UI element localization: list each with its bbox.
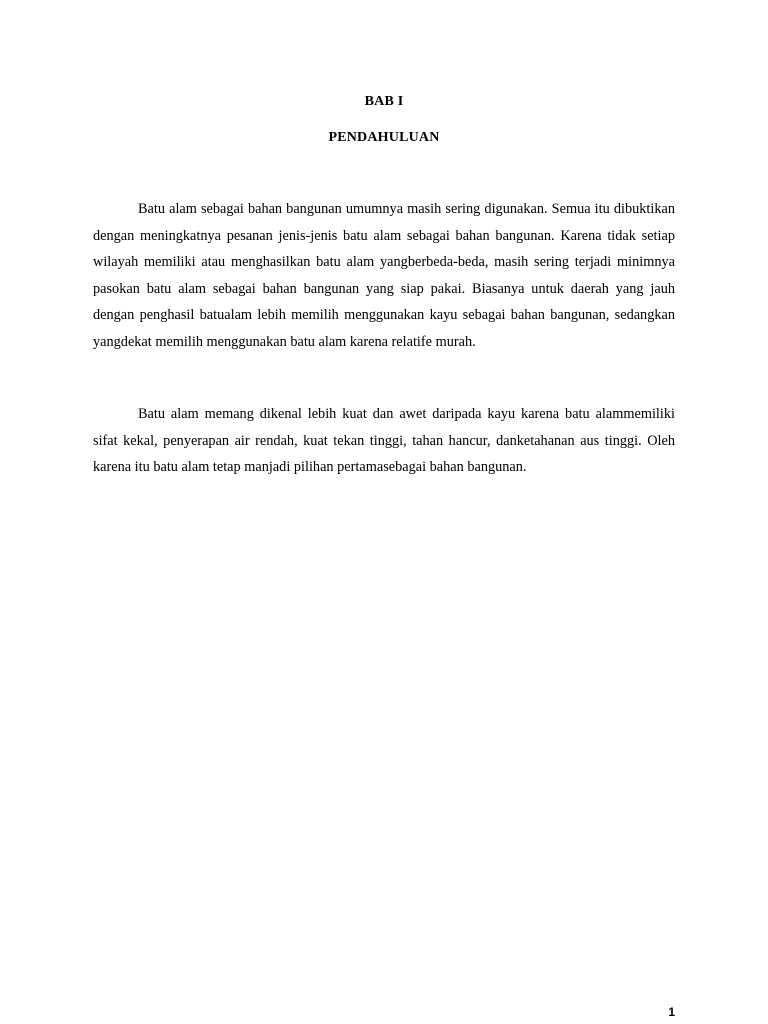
paragraph-1: Batu alam sebagai bahan bangunan umumnya masih sering digunakan. Semua itu dibuktikan dengan meningkatnya pesanan jenis-jenis batu alam sebagai bahan bangunan. Karena tidak setiap wilayah memiliki atau menghasilkan batu alam yangberbeda-beda, masih sering terjadi minimnya pasokan batu alam sebagai bahan bangunan yang siap pakai. Biasanya untuk daerah yang jauh dengan penghasil batualam lebih memilih menggunakan kayu sebagai bahan bangunan, sedangkan yangdekat memilih menggunakan batu alam karena relatife murah. bbox=[93, 201, 675, 350]
page-number: 1 bbox=[668, 1005, 675, 1019]
chapter-title: PENDAHULUAN bbox=[328, 130, 440, 145]
paragraph-2: Batu alam memang dikenal lebih kuat dan awet daripada kayu karena batu alammemiliki sifat kekal, penyerapan air rendah, kuat tekan tinggi, tahan hancur, danketahanan aus tinggi. Oleh karena itu batu alam tetap manjadi pilihan pertamasebagai bahan bangunan. bbox=[93, 406, 675, 475]
chapter-number: BAB I bbox=[364, 94, 404, 109]
